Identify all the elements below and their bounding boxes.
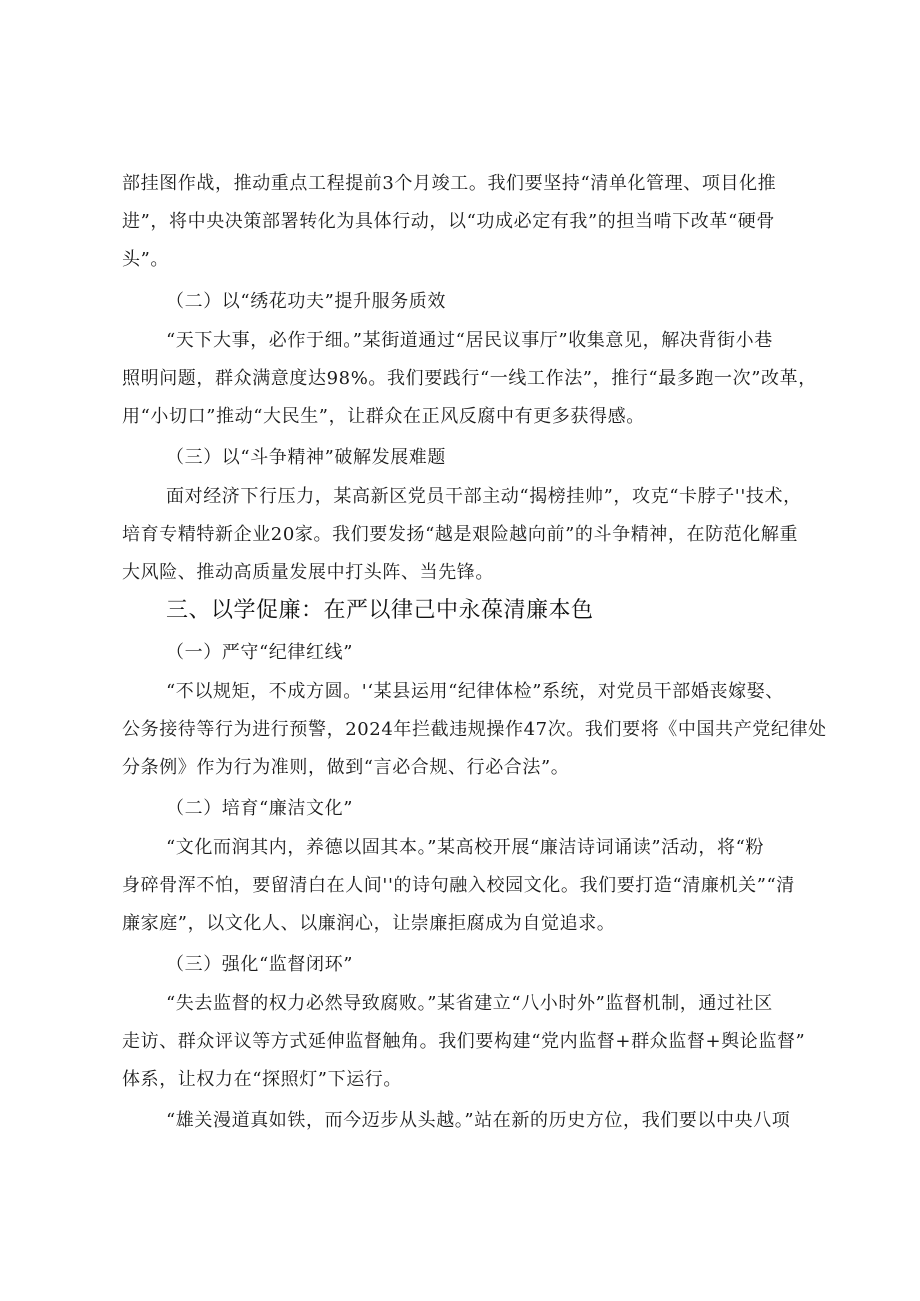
- body-line: 走访、群众评议等方式延伸监督触角。我们要构建“党内监督+群众监督+舆论监督”: [122, 1031, 806, 1052]
- body-line: 进”，将中央决策部署转化为具体行动，以“功成必定有我”的担当啃下改革“硬骨: [122, 211, 776, 232]
- subheading: （二）以“绣花功夫”提升服务质效: [166, 291, 447, 312]
- body-line: 体系，让权力在“探照灯”下运行。: [122, 1069, 403, 1090]
- body-line: 身碎骨浑不怕，要留清白在人间''的诗句融入校园文化。我们要打造“清廉机关”“清: [122, 875, 795, 896]
- body-line: “不以规矩，不成方圆。'‘某县运用“纪律体检”系统，对党员干部婚丧嫁娶、: [166, 681, 784, 702]
- body-line: 面对经济下行压力，某高新区党员干部主动“揭榜挂帅”，攻克“卡脖子''技术，: [166, 486, 802, 507]
- subheading: （三）以“斗争精神”破解发展难题: [166, 447, 447, 468]
- subheading: （二）培育“廉洁文化”: [166, 798, 354, 819]
- body-line: 公务接待等行为进行预警，2024年拦截违规操作47次。我们要将《中国共产党纪律处: [122, 719, 827, 740]
- section-heading: 三、以学促廉：在严以律己中永葆清廉本色: [166, 598, 594, 623]
- body-line: 廉家庭”，以文化人、以廉润心，让崇廉拒腐成为自觉追求。: [122, 913, 616, 934]
- body-line: 照明问题，群众满意度达98%。我们要践行“一线工作法”，推行“最多跑一次”改革，: [122, 368, 817, 389]
- body-line: “雄关漫道真如铁，而今迈步从头越。”站在新的历史方位，我们要以中央八项: [166, 1110, 791, 1131]
- body-line: “失去监督的权力必然导致腐败。”某省建立“八小时外”监督机制，通过社区: [166, 993, 773, 1014]
- body-line: 部挂图作战，推动重点工程提前3个月竣工。我们要坚持“清单化管理、项目化推: [122, 173, 777, 194]
- body-line: 大风险、推动高质量发展中打头阵、当先锋。: [122, 562, 494, 583]
- body-line: 头”。: [122, 249, 170, 270]
- body-line: “文化而润其内，养德以固其本。”某高校开展“廉洁诗词诵读”活动，将“粉: [166, 837, 765, 858]
- body-line: “天下大事，必作于细。”某街道通过“居民议事厅”收集意见，解决背街小巷: [166, 330, 773, 351]
- body-line: 培育专精特新企业20家。我们要发扬“越是艰险越向前”的斗争精神，在防范化解重: [122, 524, 799, 545]
- body-line: 分条例》作为行为准则，做到“言必合规、行必合法”。: [122, 757, 570, 778]
- subheading: （三）强化“监督闭环”: [166, 954, 354, 975]
- subheading: （一）严守“纪律红线”: [166, 642, 354, 663]
- body-line: 用“小切口”推动“大民生”，让群众在正风反腐中有更多获得感。: [122, 406, 645, 427]
